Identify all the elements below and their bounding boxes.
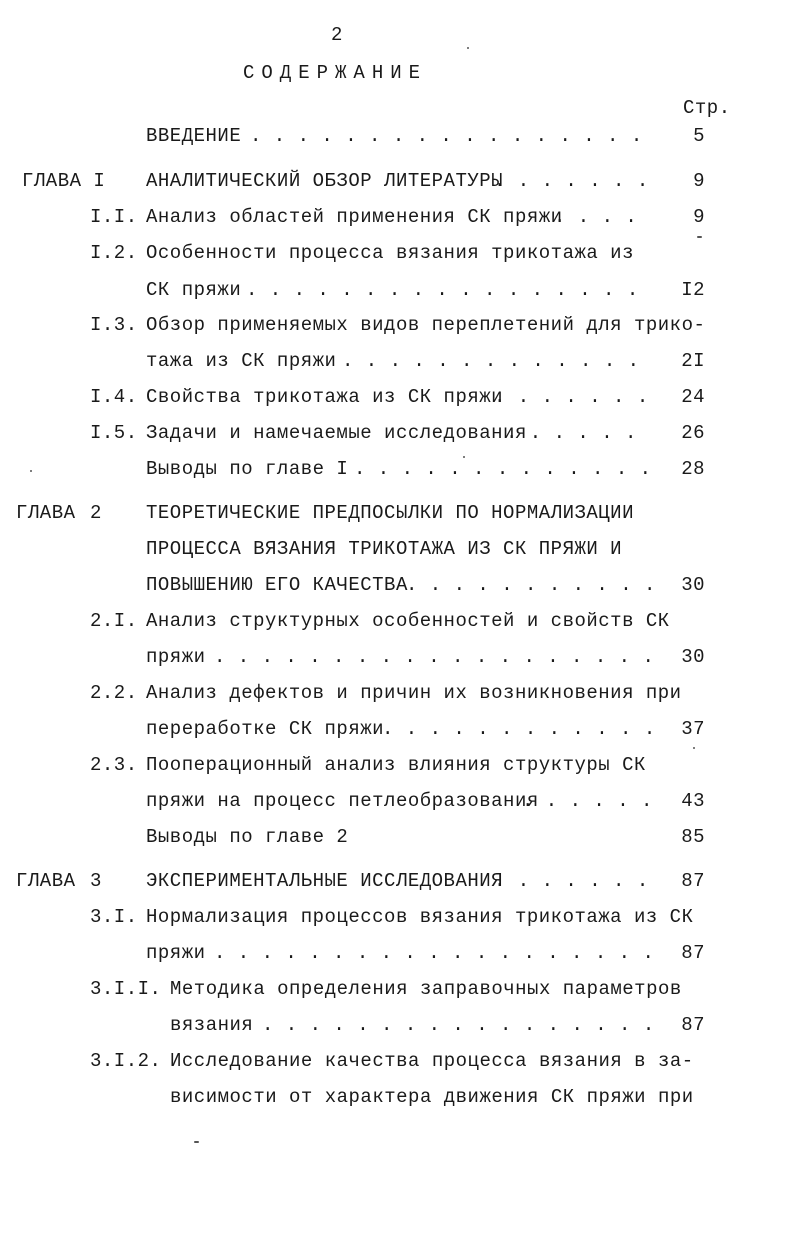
toc-leader: . . . . . . . <box>494 170 649 192</box>
toc-section-number: 2.3. <box>90 754 138 776</box>
toc-page-number: 24 <box>681 386 705 408</box>
toc-section-number: I.4. <box>90 386 138 408</box>
toc-section-number: I.2. <box>90 242 138 264</box>
toc-entry-text: Особенности процесса вязания трикотажа из <box>146 242 634 264</box>
scan-speck <box>30 470 32 472</box>
toc-entry-text: АНАЛИТИЧЕСКИЙ ОБЗОР ЛИТЕРАТУРЫ <box>146 170 504 192</box>
scan-speck <box>467 47 469 49</box>
toc-page-number: 9 <box>693 206 705 228</box>
toc-page-number: 5 <box>693 125 705 147</box>
toc-leader: . . . . . . . . . . . . . <box>342 350 640 372</box>
toc-leader: . . . . . . . . . . . . . <box>354 458 652 480</box>
toc-entry-text: Исследование качества процесса вязания в за- <box>170 1050 694 1072</box>
toc-leader: . . . . . . . . . . . . . . . . . <box>246 279 639 301</box>
toc-entry-text: СК пряжи <box>146 279 242 301</box>
toc-page-number: 87 <box>681 870 705 892</box>
toc-entry-text: ЭКСПЕРИМЕНТАЛЬНЫЕ ИССЛЕДОВАНИЯ <box>146 870 504 892</box>
toc-page-number: 87 <box>681 942 705 964</box>
toc-entry-text: пряжи <box>146 646 206 668</box>
toc-page-number: 85 <box>681 826 705 848</box>
toc-leader: . . . . . . . . . . . . <box>382 718 656 740</box>
toc-leader: . . . . . . <box>522 790 653 812</box>
toc-entry-text: Свойства трикотажа из СК пряжи <box>146 386 504 408</box>
toc-page-number: 37 <box>681 718 705 740</box>
toc-section-number: 2.2. <box>90 682 138 704</box>
toc-leader: . . . . . . . . . . . . . . . . . <box>262 1014 655 1036</box>
toc-entry-text: ПОВЫШЕНИЮ ЕГО КАЧЕСТВА <box>146 574 408 596</box>
toc-chapter-number: 3 <box>90 870 102 892</box>
toc-page-number: 2I <box>681 350 705 372</box>
toc-leader: . . . . . . . <box>494 386 649 408</box>
scan-speck <box>194 1141 199 1143</box>
toc-page-number: 30 <box>681 574 705 596</box>
toc-page-number: 28 <box>681 458 705 480</box>
toc-leader: . . . . . . . . . . . <box>406 574 656 596</box>
toc-chapter-number: 2 <box>90 502 102 524</box>
toc-leader: . . . . . . . . . . . . . . . . . . . <box>214 646 655 668</box>
toc-leader: . . . . <box>554 206 638 228</box>
toc-section-number: I.5. <box>90 422 138 444</box>
toc-entry-text: висимости от характера движения СК пряжи при <box>170 1086 694 1108</box>
toc-entry-text: Выводы по главе I <box>146 458 349 480</box>
toc-entry-text: тажа из СК пряжи <box>146 350 337 372</box>
toc-entry-text: Задачи и намечаемые исследования <box>146 422 527 444</box>
toc-page-number: 43 <box>681 790 705 812</box>
toc-entry-text: Анализ областей применения СК пряжи <box>146 206 563 228</box>
toc-entry-text: Нормализация процессов вязания трикотажа из СК <box>146 906 694 928</box>
toc-entry-text: пряжи <box>146 942 206 964</box>
toc-page-number: 26 <box>681 422 705 444</box>
toc-leader: . . . . . . . <box>494 870 649 892</box>
toc-entry-text: ТЕОРЕТИЧЕСКИЕ ПРЕДПОСЫЛКИ ПО НОРМАЛИЗАЦИИ <box>146 502 634 524</box>
scan-speck <box>463 456 465 458</box>
scan-speck <box>697 236 702 238</box>
toc-page-number: 30 <box>681 646 705 668</box>
toc-page-number: 9 <box>693 170 705 192</box>
toc-entry-text: переработке СК пряжи <box>146 718 385 740</box>
toc-chapter-label: ГЛАВА I <box>22 170 106 192</box>
page-number: 2 <box>331 24 343 46</box>
toc-section-number: I.3. <box>90 314 138 336</box>
toc-leader: . . . . . . . . . . . . . . . . . . . <box>214 942 655 964</box>
toc-page-number: I2 <box>681 279 705 301</box>
toc-entry-text: вязания <box>170 1014 254 1036</box>
toc-entry-text: Обзор применяемых видов переплетений для трико- <box>146 314 706 336</box>
toc-section-number: 2.I. <box>90 610 138 632</box>
toc-chapter-label: ГЛАВА <box>16 502 76 524</box>
toc-section-number: 3.I.I. <box>90 978 162 1000</box>
toc-entry-text: Выводы по главе 2 <box>146 826 349 848</box>
toc-entry-text: ПРОЦЕССА ВЯЗАНИЯ ТРИКОТАЖА ИЗ СК ПРЯЖИ И <box>146 538 623 560</box>
scan-speck <box>693 747 695 749</box>
toc-entry-text: ВВЕДЕНИЕ <box>146 125 242 147</box>
toc-leader: . . . . . . <box>506 422 637 444</box>
page-column-label: Стр. <box>683 97 731 119</box>
toc-section-number: I.I. <box>90 206 138 228</box>
toc-section-number: 3.I.2. <box>90 1050 162 1072</box>
toc-entry-text: пряжи на процесс петлеобразования <box>146 790 539 812</box>
toc-entry-text: Анализ дефектов и причин их возникновения при <box>146 682 682 704</box>
page-title: СОДЕРЖАНИЕ <box>243 62 428 84</box>
toc-entry-text: Анализ структурных особенностей и свойств СК <box>146 610 670 632</box>
toc-page-number: 87 <box>681 1014 705 1036</box>
toc-section-number: 3.I. <box>90 906 138 928</box>
toc-leader: . . . . . . . . . . . . . . . . . <box>250 125 643 147</box>
toc-chapter-label: ГЛАВА <box>16 870 76 892</box>
toc-entry-text: Пооперационный анализ влияния структуры СК <box>146 754 646 776</box>
toc-entry-text: Методика определения заправочных параметров <box>170 978 682 1000</box>
